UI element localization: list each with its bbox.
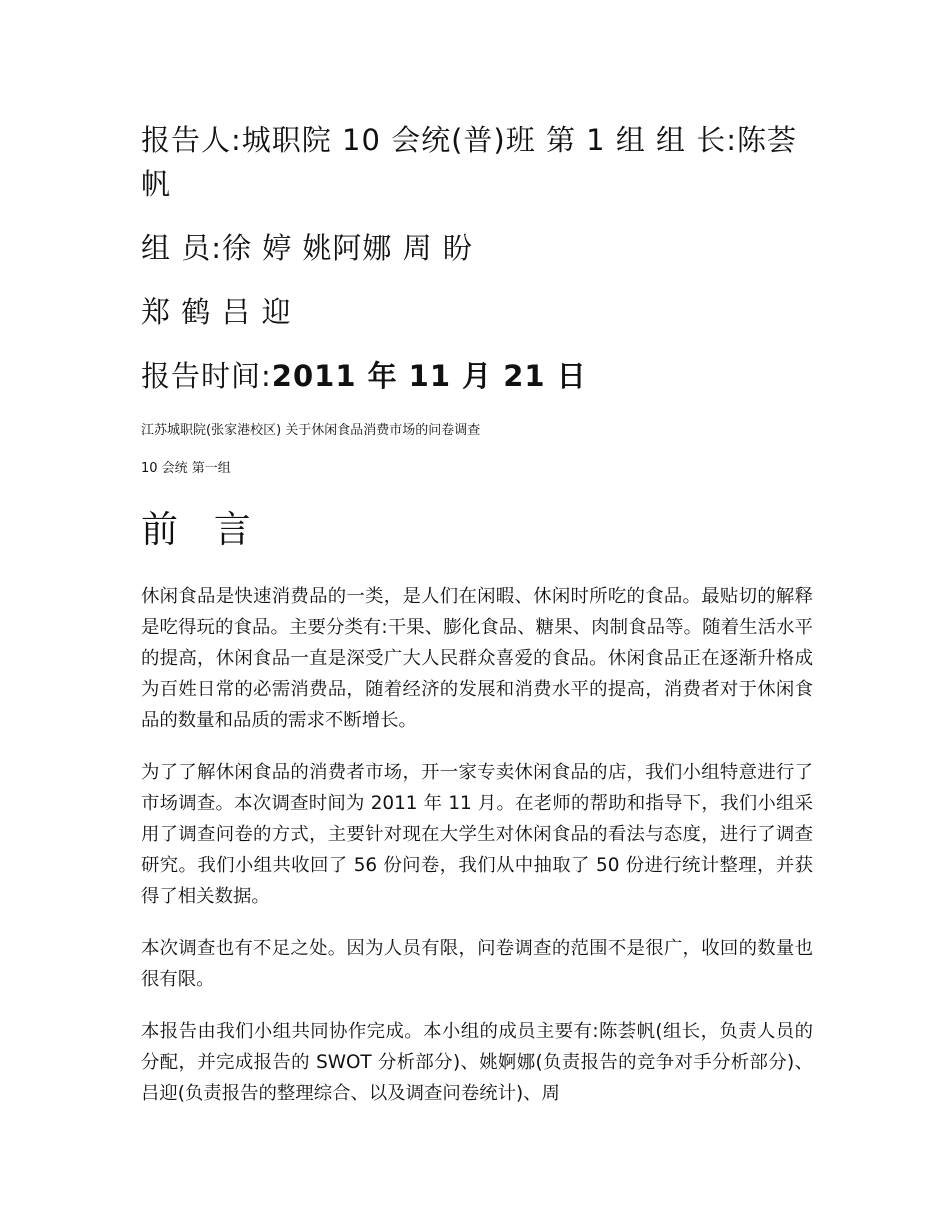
survey-subtitle: 江苏城职院(张家港校区) 关于休闲食品消费市场的问卷调查 <box>141 423 481 438</box>
report-date-label: 报告时间: <box>141 359 272 393</box>
members-line-2: 郑 鹤 吕 迎 <box>141 295 292 329</box>
paragraph: 休闲食品是快速消费品的一类，是人们在闲暇、休闲时所吃的食品。最贴切的解释是吃得玩的食品。主要分类有:干果、膨化食品、糖果、肉制食品等。随着生活水平的提高，休闲食品一直是深受广大人民群众喜爱的食品。休闲食品正在逐渐升格成为百姓日常的必需消费品，随着经济的发展和消费水平的提高，消费者对于休闲食品的数量和品质的需求不断增长。 <box>141 586 813 731</box>
reporter-line: 报告人:城职院 10 会统(普)班 第 1 组 组 长:陈荟帆 <box>141 123 798 201</box>
report-date-value: 2011 年 11 月 21 日 <box>271 359 587 393</box>
section-title: 前 言 <box>141 508 263 551</box>
paragraph: 本次调查也有不足之处。因为人员有限，问卷调查的范围不是很广，收回的数量也很有限。 <box>141 938 813 990</box>
members-line: 组 员:徐 婷 姚阿娜 周 盼 <box>141 231 473 265</box>
group-label: 10 会统 第一组 <box>141 461 231 476</box>
paragraph: 为了了解休闲食品的消费者市场，开一家专卖休闲食品的店，我们小组特意进行了市场调查。本次调查时间为 2011 年 11 月。在老师的帮助和指导下，我们小组采用了调查问卷的方式，主要针对现在大学生对休闲食品的看法与态度，进行了调查研究。我们小组共收回了 56 份问卷，我们从中抽取了 50 份进行统计整理，并获得了相关数据。 <box>141 762 813 907</box>
report-date <box>141 354 813 398</box>
paragraph: 本报告由我们小组共同协作完成。本小组的成员主要有:陈荟帆(组长，负责人员的分配，并完成报告的 SWOT 分析部分)、姚婀娜(负责报告的竞争对手分析部分)、吕迎(负责报告的整理综合、以及调查问卷统计)、周 <box>141 1021 813 1104</box>
document-page <box>141 118 813 1109</box>
